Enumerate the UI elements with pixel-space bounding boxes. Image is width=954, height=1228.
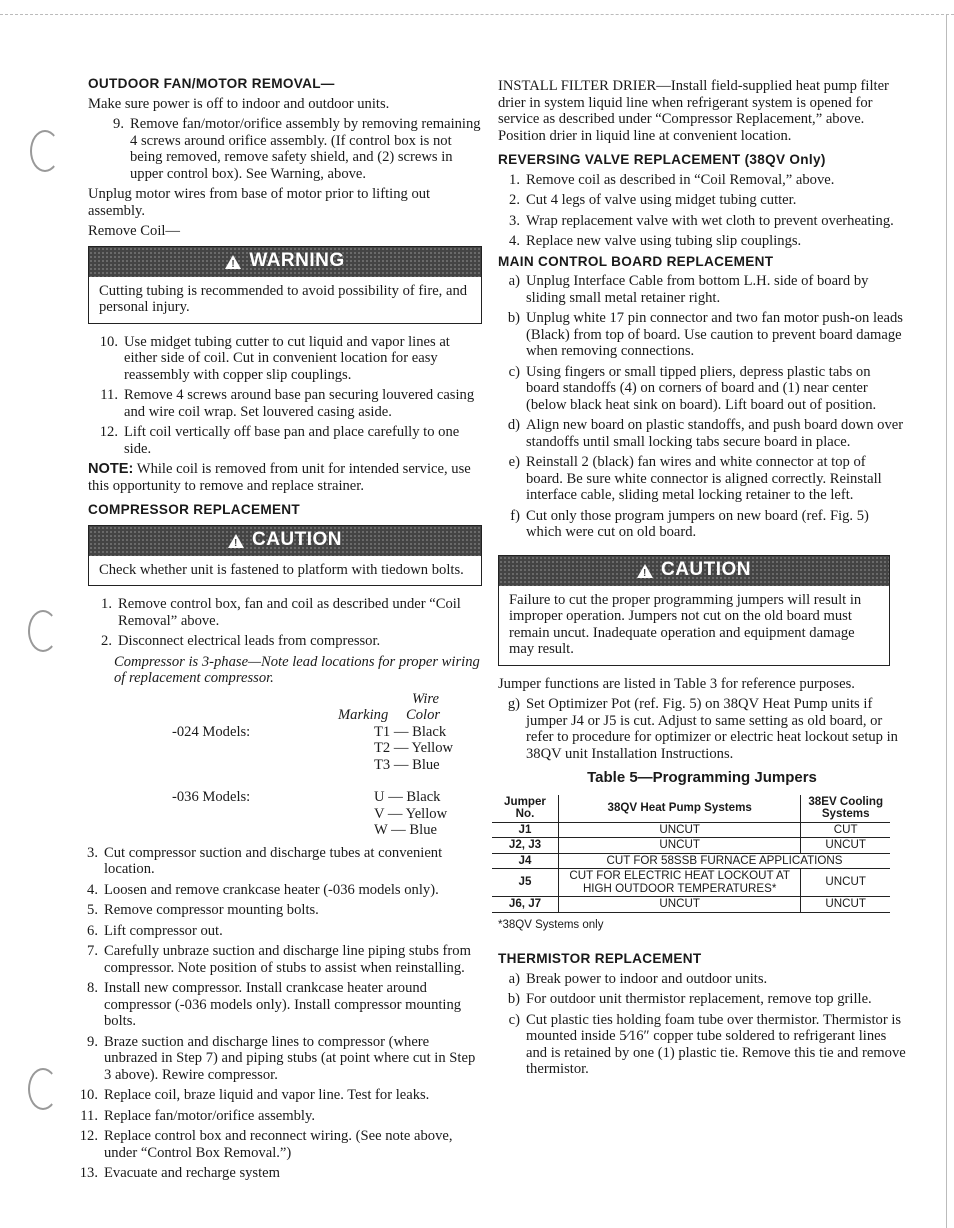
step-number: 9. <box>87 1033 98 1050</box>
note-text: While coil is removed from unit for intended service, use this opportunity to remove and replace strainer. <box>88 461 471 494</box>
list-item <box>74 980 482 1030</box>
reversing-valve-heading: REVERSING VALVE REPLACEMENT (38QV Only) <box>498 152 826 167</box>
step-number: d) <box>507 417 520 433</box>
list-item <box>88 424 482 457</box>
list-item <box>74 1034 482 1084</box>
step-number: a) <box>508 970 520 987</box>
list-item <box>498 454 906 504</box>
compressor-heading: COMPRESSOR REPLACEMENT <box>88 502 301 517</box>
table-header-row <box>492 795 890 823</box>
step-text: Cut only those program jumpers on new board (ref. Fig. 5) which were cut on old board. <box>526 507 869 540</box>
table-row <box>492 853 890 869</box>
step-text: For outdoor unit thermistor replacement, remove top grille. <box>526 991 872 1007</box>
step-g <box>498 696 906 762</box>
header-jumper: Jumper No. <box>492 795 559 823</box>
color-header: Color <box>406 707 441 723</box>
list-item <box>74 1087 482 1104</box>
outdoor-fan-heading: OUTDOOR FAN/MOTOR REMOVAL— <box>88 76 335 91</box>
step-number: 11. <box>100 387 118 403</box>
step-number: c) <box>508 1011 520 1028</box>
wire-036-3: W — Blue <box>374 822 437 838</box>
caution-text-right: Failure to cut the proper programming jumpers will result in improper operation. Jumpers not cut on the old board must remain uncut. Inadequate operation and equipment damage may result. <box>509 591 862 657</box>
wire-header: Wire <box>412 690 440 707</box>
list-item <box>88 596 482 629</box>
cell-jumper: J2, J3 <box>492 838 559 854</box>
warning-bar <box>89 247 481 277</box>
step-text: Remove fan/motor/orifice assembly by removing remaining 4 screws around orifice assembly. (If control box is not being removed, remove safety shield, and (2) screws in upper control box). See Warning, above. <box>130 116 481 182</box>
table-footnote: *38QV Systems only <box>498 918 604 931</box>
table-row <box>492 897 890 913</box>
step-text: Wrap replacement valve with wet cloth to prevent overheating. <box>526 212 894 229</box>
step-number: b) <box>507 310 520 326</box>
step-text: Cut compressor suction and discharge tubes at convenient location. <box>104 844 443 877</box>
caution-title: CAUTION <box>251 529 343 551</box>
step-text: Align new board on plastic standoffs, and push board down over standoffs until small locking tabs secure board in place. <box>526 417 904 450</box>
marking-header: Marking <box>338 707 389 723</box>
wire-036-2: V — Yellow <box>374 805 448 822</box>
step-text: Break power to indoor and outdoor units. <box>526 970 768 987</box>
step-text: Remove compressor mounting bolts. <box>104 902 319 918</box>
list-item <box>74 943 482 976</box>
thermistor-heading: THERMISTOR REPLACEMENT <box>498 951 702 966</box>
table-row <box>492 822 890 838</box>
warning-box <box>88 246 482 324</box>
step-number: 6. <box>87 922 98 939</box>
jumper-functions-text: Jumper functions are listed in Table 3 for reference purposes. <box>498 675 855 692</box>
caution-bar <box>89 526 481 556</box>
step-text: Remove control box, fan and coil as described under “Coil Removal” above. <box>118 596 461 629</box>
models-036-label: -036 Models: <box>172 789 251 805</box>
step-text: Disconnect electrical leads from compressor. <box>118 633 381 649</box>
step-text: Evacuate and recharge system <box>104 1165 280 1181</box>
list-item <box>88 633 482 650</box>
step-number: c) <box>508 363 520 380</box>
list-item <box>498 991 906 1008</box>
step-number: 4. <box>509 233 520 249</box>
step-text: Braze suction and discharge lines to compressor (where unbrazed in Step 7) and piping stubs (at point where cut in Step 3 above). Rewire compressor. <box>104 1033 476 1083</box>
step-number: 2. <box>509 192 520 208</box>
warning-text: Cutting tubing is recommended to avoid possibility of fire, and personal injury. <box>99 282 468 315</box>
step-number: 8. <box>87 980 98 996</box>
right-scan-edge <box>946 14 947 1228</box>
models-024-label: -024 Models: <box>172 723 251 740</box>
jumper-table <box>492 795 890 913</box>
caution-title-right: CAUTION <box>660 559 752 581</box>
step-number: 2. <box>101 633 112 649</box>
caution-box-left <box>88 525 482 587</box>
caution-icon <box>228 534 244 548</box>
cell-38ev: UNCUT <box>801 869 890 897</box>
cell-38qv: UNCUT <box>559 897 801 913</box>
step-number: b) <box>507 991 520 1007</box>
step-text: Replace fan/motor/orifice assembly. <box>104 1107 315 1124</box>
caution-icon-right <box>637 564 653 578</box>
list-item <box>74 882 482 899</box>
cell-jumper: J5 <box>492 869 559 897</box>
step-number: 7. <box>87 943 98 959</box>
unplug-text: Unplug motor wires from base of motor prior to lifting out assembly. <box>88 186 431 219</box>
list-item <box>498 172 906 189</box>
list-item <box>498 417 906 450</box>
list-item <box>498 192 906 209</box>
list-item <box>498 364 906 414</box>
step-text: Lift compressor out. <box>104 922 223 939</box>
list-item <box>74 923 482 940</box>
step-text: Replace new valve using tubing slip couplings. <box>526 233 802 249</box>
header-38ev: 38EV Cooling Systems <box>801 795 890 823</box>
cell-jumper: J6, J7 <box>492 897 559 913</box>
main-board-steps <box>498 273 906 541</box>
compressor-note: Compressor is 3-phase—Note lead locations for proper wiring of replacement compressor. <box>114 653 480 686</box>
step-text: Using fingers or small tipped pliers, depress plastic tabs on board standoffs (4) on corners of board and (1) near center (below black heat sink on board). Lift board out of position. <box>526 363 877 413</box>
cell-38ev: UNCUT <box>801 838 890 854</box>
step-number: 3. <box>509 212 520 229</box>
wire-024-2: T2 — Yellow <box>374 740 454 756</box>
left-column <box>79 70 482 1186</box>
cell-38ev: UNCUT <box>801 897 890 913</box>
caution-text: Check whether unit is fastened to platform with tiedown bolts. <box>99 561 464 578</box>
step-text: Replace coil, braze liquid and vapor line. Test for leaks. <box>104 1087 430 1103</box>
list-item <box>88 387 482 420</box>
step-number: a) <box>508 273 520 289</box>
list-item <box>74 1165 482 1182</box>
punch-hole-1 <box>30 130 60 172</box>
step-number: 1. <box>101 596 112 612</box>
cell-jumper: J4 <box>492 853 559 869</box>
caution-bar-right <box>499 556 889 586</box>
step-number: 9. <box>113 116 124 132</box>
caution-box-right <box>498 555 890 666</box>
step-text: Set Optimizer Pot (ref. Fig. 5) on 38QV Heat Pump units if jumper J4 or J5 is cut. Adjust to same setting as old board, or refer to procedure for optimizer or electric heat lockout setup in 38QV unit Installation Instructions. <box>526 696 898 762</box>
step-number: 13. <box>79 1165 98 1181</box>
cell-span: CUT FOR 58SSB FURNACE APPLICATIONS <box>559 853 891 869</box>
step-number: 4. <box>87 881 98 898</box>
list-item <box>498 310 906 360</box>
wire-036-1: U — Black <box>374 789 441 805</box>
warning-title: WARNING <box>249 250 345 272</box>
remove-coil-text: Remove Coil— <box>88 223 181 239</box>
step-text: Cut 4 legs of valve using midget tubing cutter. <box>526 192 797 208</box>
step-text: Unplug white 17 pin connector and two fan motor push-on leads (Black) from top of board. Use caution to prevent board damage when removing connections. <box>526 310 903 359</box>
compressor-steps-b <box>79 844 482 1182</box>
step-number: e) <box>508 454 520 470</box>
main-board-heading: MAIN CONTROL BOARD REPLACEMENT <box>498 253 774 269</box>
top-scan-edge <box>0 14 954 15</box>
step-text: Reinstall 2 (black) fan wires and white connector at top of board. Be sure white connector is aligned correctly. Reinstall interface cable, sliding metal locking retainer to the left. <box>526 454 882 503</box>
step-text: Use midget tubing cutter to cut liquid and vapor lines at either side of coil. Cut in convenient location for easy reassembly with copper slip couplings. <box>124 333 450 383</box>
step-number: 10. <box>79 1087 98 1103</box>
right-column <box>498 70 906 1082</box>
wire-024-1: T1 — Black <box>374 723 447 740</box>
step-text: Remove 4 screws around base pan securing louvered casing and wire coil wrap. Set louvered casing aside. <box>124 387 475 420</box>
step-number: 10. <box>99 333 118 350</box>
step-text: Lift coil vertically off base pan and place carefully to one side. <box>124 424 460 457</box>
list-item <box>498 233 906 250</box>
step-text: Loosen and remove crankcase heater (-036 models only). <box>104 881 439 898</box>
punch-hole-2 <box>28 610 58 652</box>
step-number: f) <box>510 507 520 524</box>
step-number: 1. <box>509 171 520 188</box>
list-item <box>498 971 906 988</box>
step-number: 11. <box>80 1107 98 1124</box>
step-text: Replace control box and reconnect wiring. (See note above, under “Control Box Removal.”) <box>104 1128 453 1161</box>
warning-icon <box>225 255 241 269</box>
list-item <box>88 334 482 384</box>
step-text: Cut plastic ties holding foam tube over thermistor. Thermistor is mounted inside 5⁄16″ copper tube soldered to refrigerant lines and is retained by one (1) plastic tie. Remove this tie and remove thermistor. <box>526 1011 906 1077</box>
cell-38qv: UNCUT <box>559 838 801 854</box>
step-text: Install new compressor. Install crankcase heater around compressor (-036 models only). Install compressor mounting bolts. <box>104 980 462 1029</box>
step-text: Remove coil as described in “Coil Removal,” above. <box>526 171 835 188</box>
wire-024-3: T3 — Blue <box>374 756 440 773</box>
cell-38qv: CUT FOR ELECTRIC HEAT LOCKOUT AT HIGH OUTDOOR TEMPERATURES* <box>559 869 801 897</box>
step-number: g) <box>507 696 520 712</box>
step-number: 5. <box>87 902 98 918</box>
filter-drier-text: INSTALL FILTER DRIER—Install field-supplied heat pump filter drier in system liquid line when refrigerant system is opened for service as described under “Compressor Replacement,” above. Position drier in liquid line at convenient location. <box>498 78 889 144</box>
cell-jumper: J1 <box>492 822 559 838</box>
step-number: 3. <box>87 844 98 861</box>
step-9 <box>94 116 482 182</box>
thermistor-steps <box>498 971 906 1078</box>
header-38qv: 38QV Heat Pump Systems <box>559 795 801 823</box>
list-item <box>498 1012 906 1078</box>
table-row <box>492 869 890 897</box>
list-item <box>74 902 482 919</box>
cell-38ev: CUT <box>801 822 890 838</box>
list-item <box>498 273 906 306</box>
list-item <box>74 1108 482 1125</box>
outdoor-intro: Make sure power is off to indoor and outdoor units. <box>88 95 390 112</box>
list-item <box>74 1128 482 1161</box>
punch-hole-3 <box>28 1068 58 1110</box>
note-label: NOTE: <box>88 461 134 477</box>
step-number: 12. <box>79 1128 98 1144</box>
list-item <box>74 845 482 878</box>
coil-steps <box>88 334 482 458</box>
cell-38qv: UNCUT <box>559 822 801 838</box>
list-item <box>498 213 906 230</box>
table-title: Table 5—Programming Jumpers <box>587 769 817 786</box>
reversing-valve-steps <box>498 172 906 250</box>
step-number: 12. <box>99 424 118 440</box>
list-item <box>498 508 906 541</box>
step-text: Unplug Interface Cable from bottom L.H. side of board by sliding small metal retainer right. <box>526 273 869 306</box>
compressor-steps-a <box>88 596 482 650</box>
step-text: Carefully unbraze suction and discharge line piping stubs from compressor. Note position of stubs to assist when reinstalling. <box>104 943 471 976</box>
wire-table <box>172 691 472 839</box>
note <box>88 461 482 494</box>
table-row <box>492 838 890 854</box>
